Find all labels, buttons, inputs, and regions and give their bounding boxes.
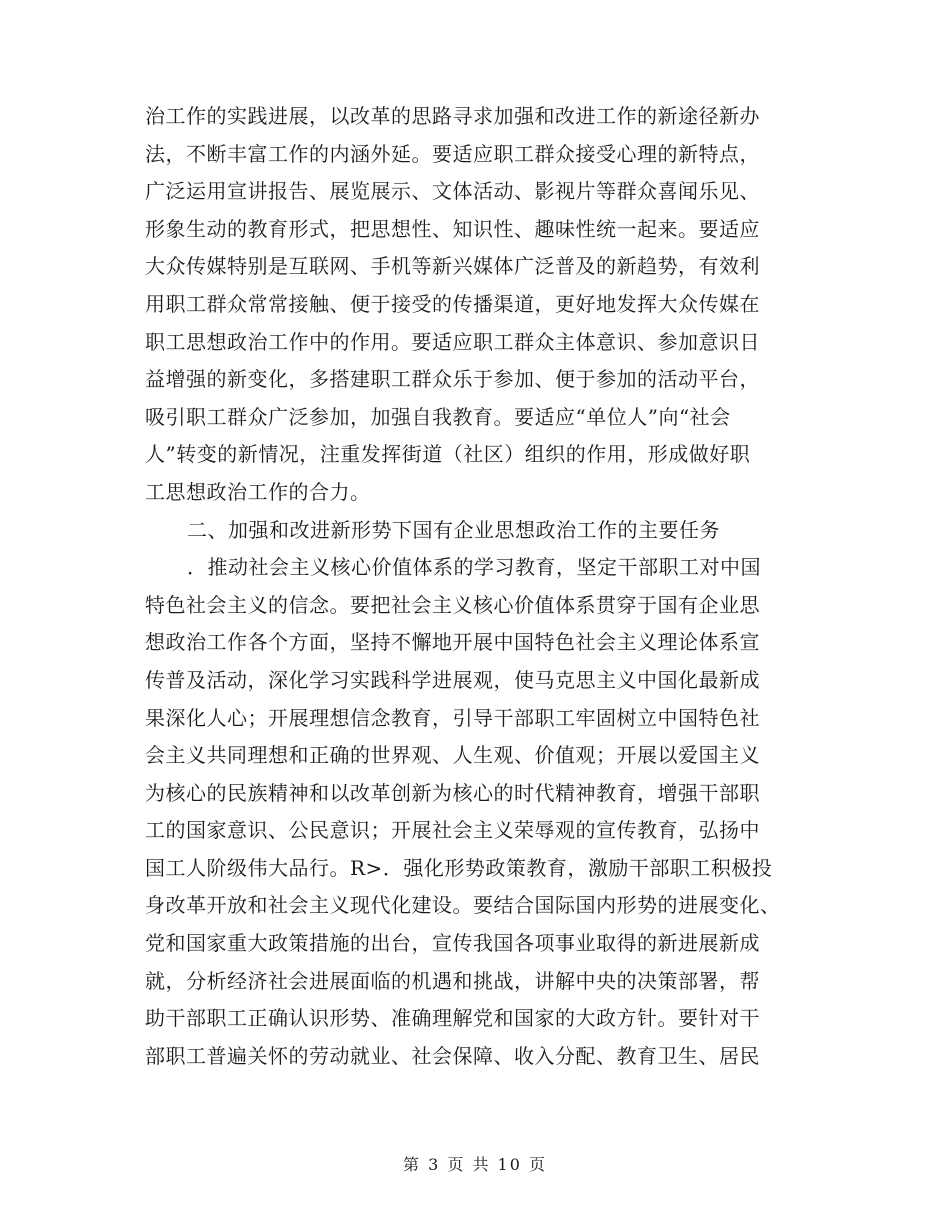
body-line: 特色社会主义的信念。要把社会主义核心价值体系贯穿于国有企业思 bbox=[145, 592, 760, 617]
body-line: 会主义共同理想和正确的世界观、人生观、价值观；开展以爱国主义 bbox=[145, 743, 760, 768]
body-line: 形象生动的教育形式，把思想性、知识性、趣味性统一起来。要适应 bbox=[145, 216, 760, 241]
body-line: 国工人阶级伟大品行。R>．强化形势政策教育，激励干部职工积极投 bbox=[145, 855, 773, 880]
body-line: 部职工普遍关怀的劳动就业、社会保障、收入分配、教育卫生、居民 bbox=[145, 1043, 760, 1068]
body-line: 人”转变的新情况，注重发挥街道（社区）组织的作用，形成做好职 bbox=[145, 442, 751, 467]
body-line: 治工作的实践进展，以改革的思路寻求加强和改进工作的新途径新办 bbox=[145, 104, 760, 128]
body-line: 想政治工作各个方面，坚持不懈地开展中国特色社会主义理论体系宣 bbox=[145, 630, 760, 655]
body-line: 大众传媒特别是互联网、手机等新兴媒体广泛普及的新趋势，有效利 bbox=[145, 254, 760, 279]
body-line: 就，分析经济社会进展面临的机遇和挑战，讲解中央的决策部署，帮 bbox=[145, 968, 760, 993]
document-body bbox=[145, 98, 825, 1075]
body-line: 为核心的民族精神和以改革创新为核心的时代精神教育，增强干部职 bbox=[145, 780, 760, 805]
body-line: 果深化人心；开展理想信念教育，引导干部职工牢固树立中国特色社 bbox=[145, 705, 760, 730]
body-line: 助干部职工正确认识形势、准确理解党和国家的大政方针。要针对干 bbox=[145, 1006, 760, 1031]
page-number-footer: 第 3 页 共 10 页 bbox=[403, 1155, 547, 1174]
body-line: 广泛运用宣讲报告、展览展示、文体活动、影视片等群众喜闻乐见、 bbox=[145, 179, 760, 204]
body-line: 工思想政治工作的合力。 bbox=[145, 479, 371, 504]
body-line: 吸引职工群众广泛参加，加强自我教育。要适应“单位人”向“社会 bbox=[145, 404, 731, 429]
body-line: 党和国家重大政策措施的出台，宣传我国各项事业取得的新进展新成 bbox=[145, 931, 760, 956]
body-line: 职工思想政治工作中的作用。要适应职工群众主体意识、参加意识日 bbox=[145, 329, 760, 354]
body-line: 传普及活动，深化学习实践科学进展观，使马克思主义中国化最新成 bbox=[145, 667, 760, 692]
body-line: 工的国家意识、公民意识；开展社会主义荣辱观的宣传教育，弘扬中 bbox=[145, 818, 760, 843]
section-heading: 二、加强和改进新形势下国有企业思想政治工作的主要任务 bbox=[187, 517, 720, 542]
body-line: 用职工群众常常接触、便于接受的传播渠道，更好地发挥大众传媒在 bbox=[145, 291, 760, 316]
body-line: ．推动社会主义核心价值体系的学习教育，坚定干部职工对中国 bbox=[187, 555, 761, 580]
body-line: 身改革开放和社会主义现代化建设。要结合国际国内形势的进展变化、 bbox=[145, 893, 781, 918]
body-line: 益增强的新变化，多搭建职工群众乐于参加、便于参加的活动平台， bbox=[145, 367, 760, 392]
body-line: 法，不断丰富工作的内涵外延。要适应职工群众接受心理的新特点， bbox=[145, 141, 760, 166]
